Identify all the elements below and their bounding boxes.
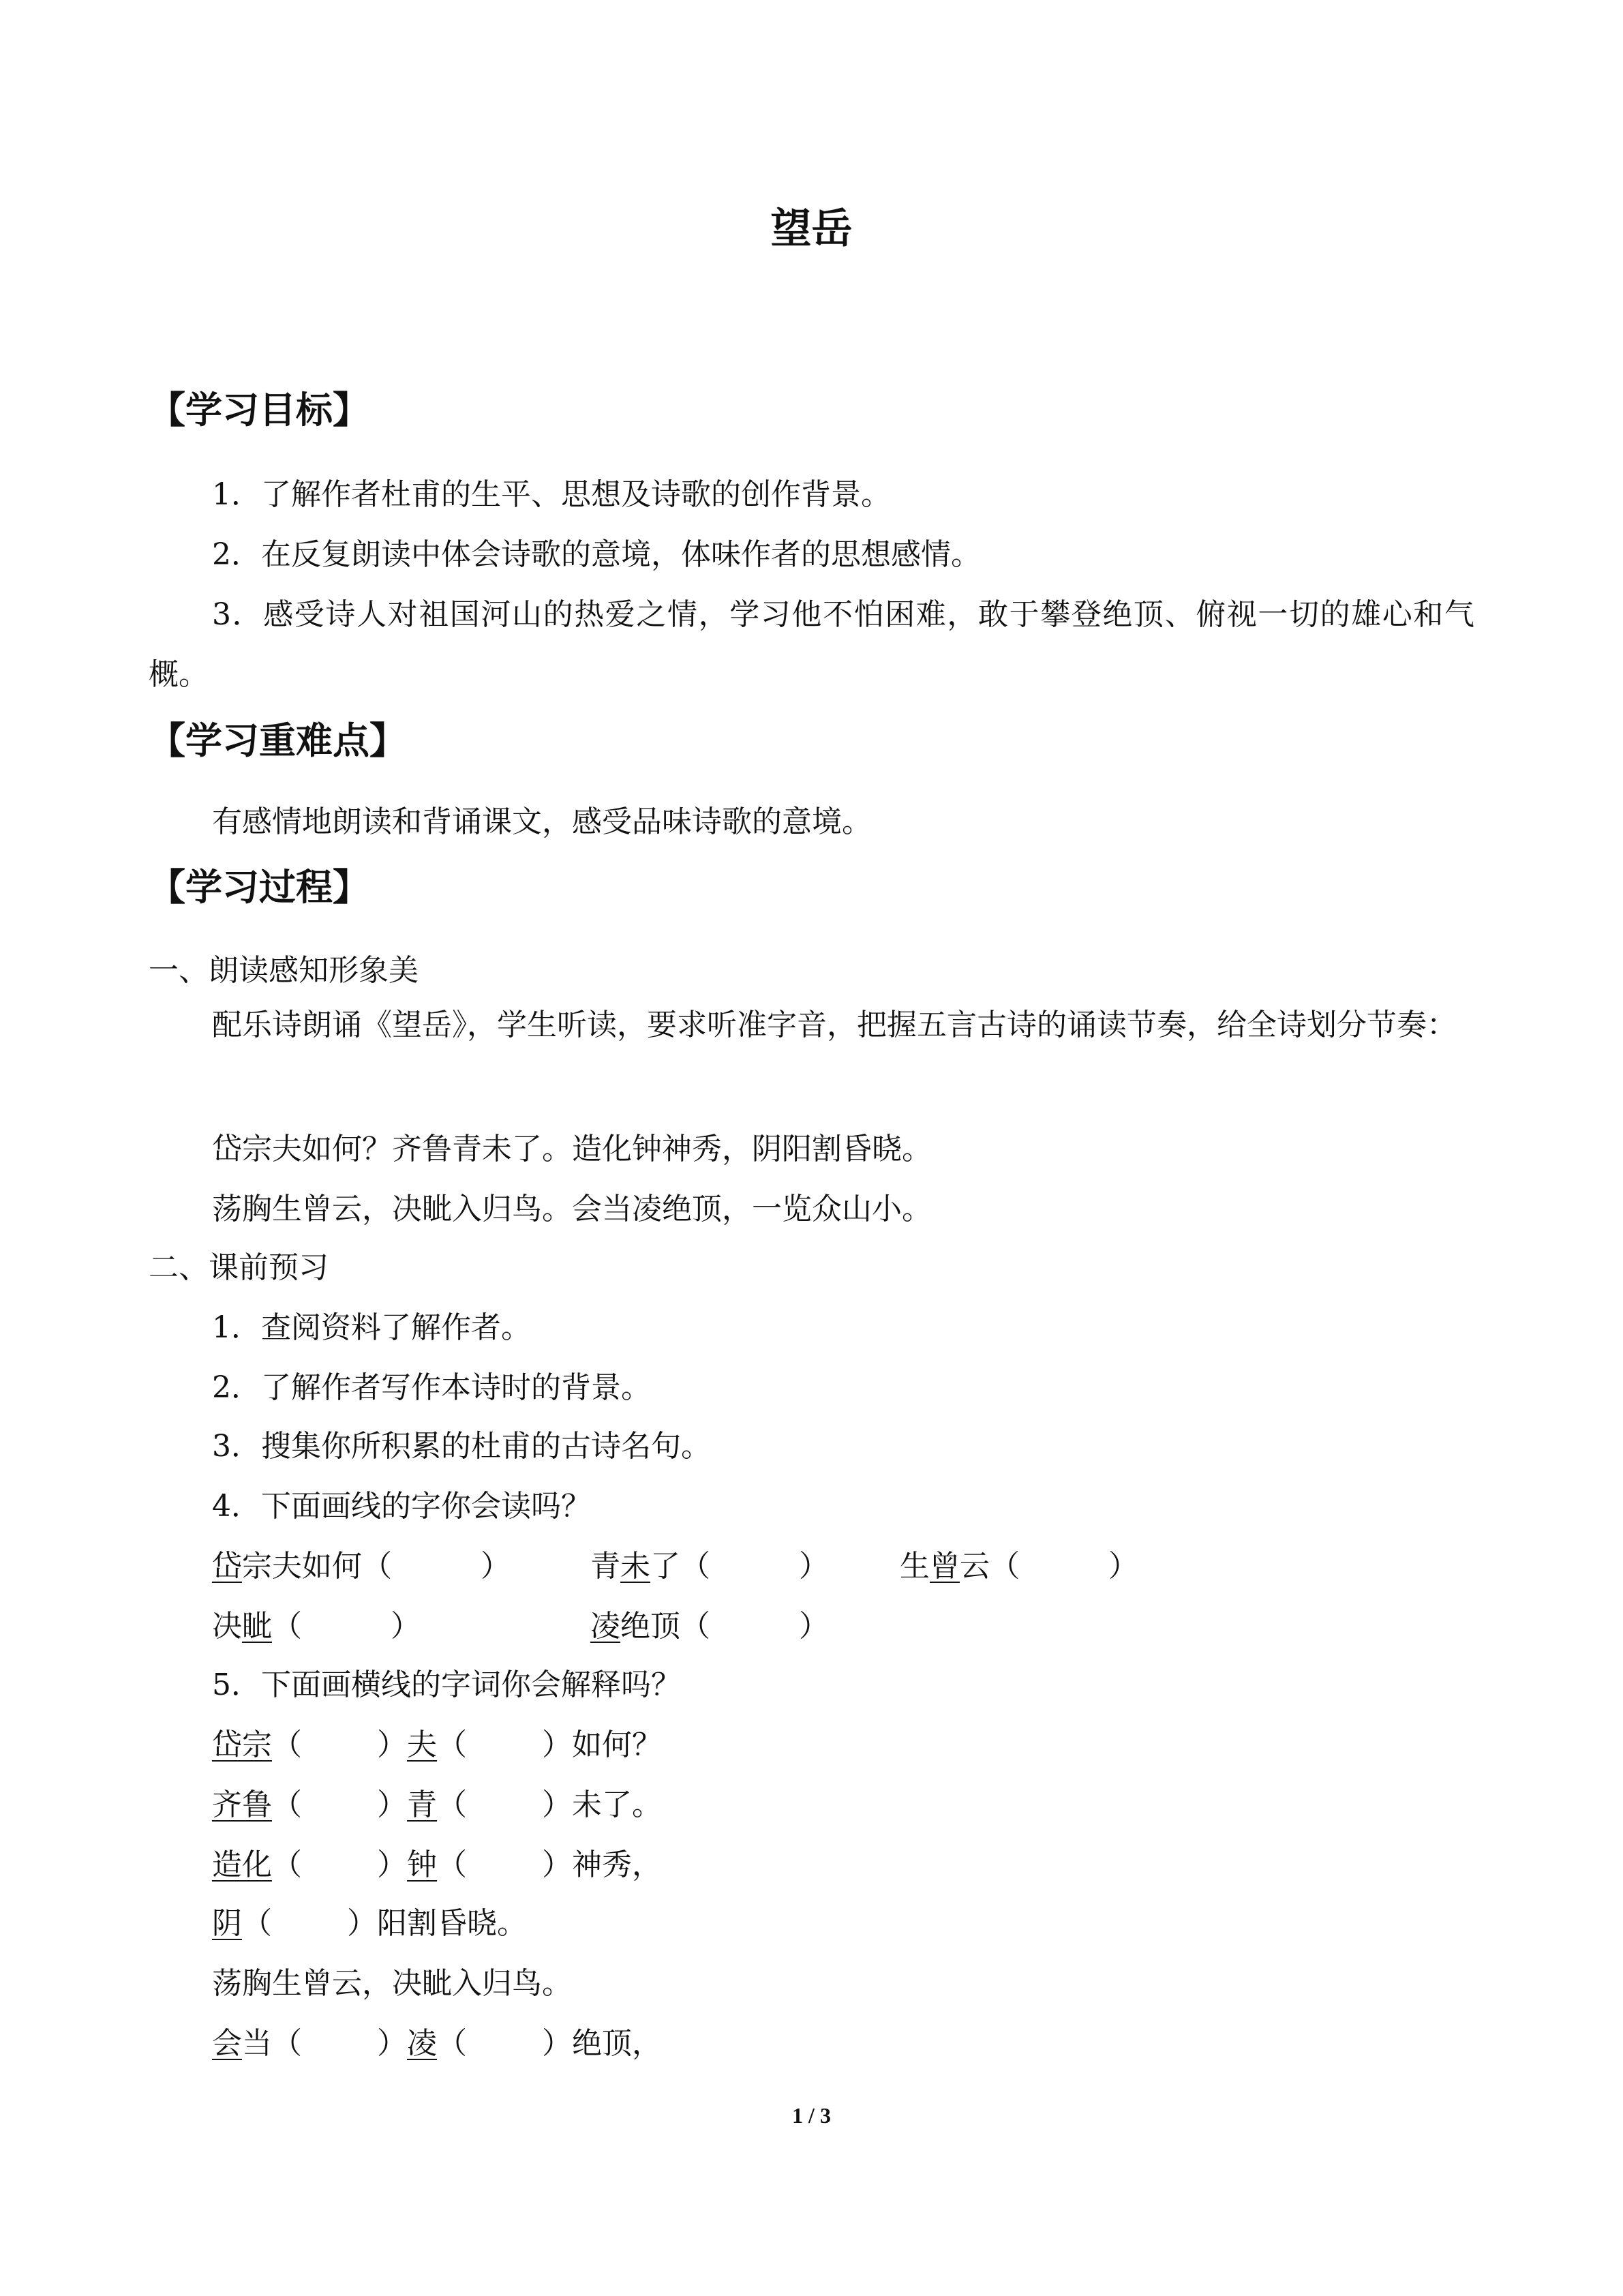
- underlined-word: 岱宗: [212, 1727, 272, 1762]
- page-title: 望岳: [770, 205, 853, 253]
- reading-item-4: 决眦（ ）: [212, 1609, 421, 1644]
- reading-item-2: 青未了（ ）: [590, 1549, 829, 1584]
- explain-row-5: 荡胸生曾云，决眦入归鸟。: [212, 1966, 572, 2001]
- part2-heading: 二、课前预习: [149, 1250, 329, 1285]
- part1-intro: 配乐诗朗诵《望岳》，学生听读，要求听准字音，把握五言古诗的诵读节奏，给全诗划分节奏：: [212, 1008, 1457, 1042]
- poem-line-2: 荡胸生曾云，决眦入归鸟。会当凌绝顶，一览众山小。: [212, 1192, 932, 1226]
- underlined-word: 凌: [407, 2026, 437, 2061]
- explain-row-3: 造化（ ）钟（ ）神秀，: [212, 1847, 662, 1882]
- reading-item-3: 生曾云（ ）: [900, 1549, 1138, 1584]
- reading-item-1: 岱宗夫如何（ ）: [212, 1549, 511, 1584]
- underlined-word: 夫: [407, 1727, 437, 1762]
- preview-question-1: 1．查阅资料了解作者。: [212, 1310, 531, 1345]
- underlined-char: 岱: [212, 1549, 242, 1584]
- preview-question-3: 3．搜集你所积累的杜甫的古诗名句。: [212, 1429, 711, 1464]
- explain-row-1: 岱宗（ ）夫（ ）如何？: [212, 1727, 662, 1762]
- goal-item-2: 2．在反复朗读中体会诗歌的意境，体味作者的思想感情。: [212, 537, 981, 572]
- goal-item-1: 1．了解作者杜甫的生平、思想及诗歌的创作背景。: [212, 477, 891, 512]
- explain-row-6: 会当（ ）凌（ ）绝顶，: [212, 2026, 662, 2061]
- preview-question-2: 2．了解作者写作本诗时的背景。: [212, 1370, 651, 1405]
- underlined-char: 眦: [242, 1609, 272, 1644]
- preview-question-4: 4．下面画线的字你会读吗？: [212, 1489, 591, 1524]
- section-heading-key-points: 【学习重难点】: [149, 719, 406, 762]
- reading-item-5: 凌绝顶（ ）: [590, 1609, 829, 1644]
- underlined-char: 凌: [590, 1609, 620, 1644]
- preview-question-5: 5．下面画横线的字词你会解释吗？: [212, 1667, 681, 1702]
- page-number: 1 / 3: [792, 2103, 831, 2128]
- underlined-word: 齐鲁: [212, 1787, 272, 1822]
- part1-heading: 一、朗读感知形象美: [149, 953, 419, 988]
- key-points-text: 有感情地朗读和背诵课文，感受品味诗歌的意境。: [212, 804, 872, 839]
- underlined-word: 阴: [212, 1906, 242, 1941]
- underlined-word: 造化: [212, 1847, 272, 1882]
- underlined-char: 未: [620, 1549, 650, 1584]
- explain-row-4: 阴（ ）阳割昏晓。: [212, 1906, 527, 1941]
- section-heading-process: 【学习过程】: [149, 866, 369, 909]
- explain-row-2: 齐鲁（ ）青（ ）未了。: [212, 1787, 662, 1822]
- underlined-char: 曾: [930, 1549, 960, 1584]
- underlined-word: 钟: [407, 1847, 437, 1882]
- underlined-word: 青: [407, 1787, 437, 1822]
- section-heading-goals: 【学习目标】: [149, 389, 369, 432]
- poem-line-1: 岱宗夫如何？齐鲁青未了。造化钟神秀，阴阳割昏晓。: [212, 1132, 932, 1166]
- underlined-word: 会: [212, 2026, 242, 2061]
- goal-item-3: 3．感受诗人对祖国河山的热爱之情，学习他不怕困难，敢于攀登绝顶、俯视一切的雄心和气概。: [149, 597, 1474, 692]
